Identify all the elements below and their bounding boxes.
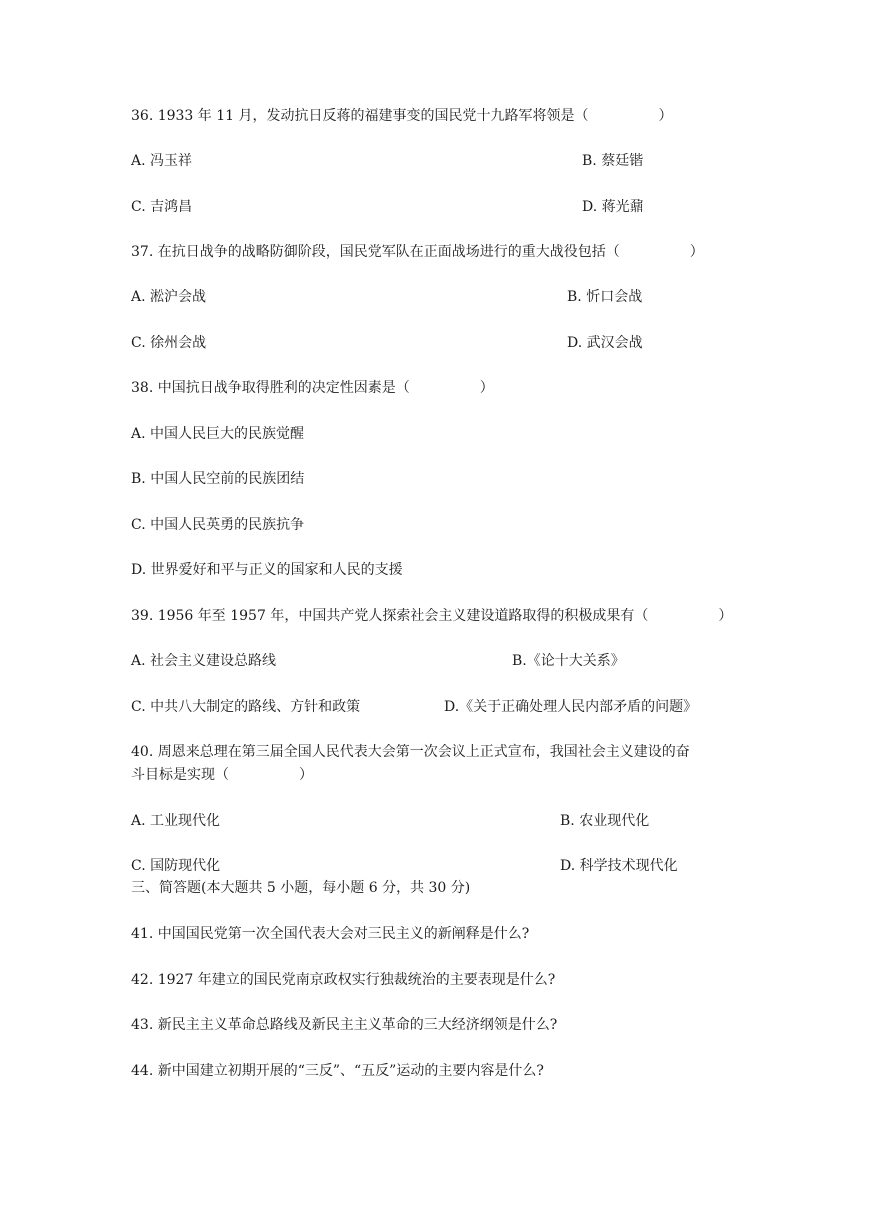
q44: 44. 新中国建立初期开展的“三反”、“五反”运动的主要内容是什么? xyxy=(131,1063,544,1079)
q36-option-c: C. 吉鸿昌 xyxy=(131,199,193,215)
q36-option-d: D. 蒋光鼐 xyxy=(582,199,644,215)
q38-option-a: A. 中国人民巨大的民族觉醒 xyxy=(131,426,305,442)
q36-option-b: B. 蔡廷锴 xyxy=(582,153,644,169)
q36-option-a: A. 冯玉祥 xyxy=(131,153,193,169)
q40-option-b: B. 农业现代化 xyxy=(560,813,650,829)
q40-option-d: D. 科学技术现代化 xyxy=(560,858,678,874)
section3-heading: 三、简答题(本大题共 5 小题，每小题 6 分，共 30 分) xyxy=(131,880,471,896)
q41: 41. 中国国民党第一次全国代表大会对三民主义的新阐释是什么? xyxy=(131,926,530,942)
q39-option-a: A. 社会主义建设总路线 xyxy=(131,653,277,669)
q40-option-a: A. 工业现代化 xyxy=(131,813,221,829)
q40-stem-line2: 斗目标是实现（ ） xyxy=(131,767,313,783)
q37-option-c: C. 徐州会战 xyxy=(131,335,207,351)
q38-option-b: B. 中国人民空前的民族团结 xyxy=(131,471,305,487)
q37-option-d: D. 武汉会战 xyxy=(567,335,643,351)
q43: 43. 新民主主义革命总路线及新民主主义革命的三大经济纲领是什么? xyxy=(131,1017,558,1033)
q38-option-c: C. 中国人民英勇的民族抗争 xyxy=(131,517,305,533)
q38-stem: 38. 中国抗日战争取得胜利的决定性因素是（ ） xyxy=(131,380,494,396)
q36-stem: 36. 1933 年 11 月，发动抗日反蒋的福建事变的国民党十九路军将领是（ ） xyxy=(131,108,673,124)
q42: 42. 1927 年建立的国民党南京政权实行独裁统治的主要表现是什么? xyxy=(131,972,556,988)
q37-stem: 37. 在抗日战争的战略防御阶段，国民党军队在正面战场进行的重大战役包括（ ） xyxy=(131,244,704,260)
q39-stem: 39. 1956 年至 1957 年，中国共产党人探索社会主义建设道路取得的积极成果有（ ） xyxy=(131,608,733,624)
q39-option-c: C. 中共八大制定的路线、方针和政策 xyxy=(131,699,361,715)
q37-option-b: B. 忻口会战 xyxy=(567,289,643,305)
q40-option-c: C. 国防现代化 xyxy=(131,858,221,874)
q37-option-a: A. 淞沪会战 xyxy=(131,289,207,305)
q38-option-d: D. 世界爱好和平与正义的国家和人民的支援 xyxy=(131,562,403,578)
q40-stem-line1: 40. 周恩来总理在第三届全国人民代表大会第一次会议上正式宣布，我国社会主义建设的奋 xyxy=(131,744,690,760)
q39-option-b: B.《论十大关系》 xyxy=(512,653,625,669)
q39-option-d: D.《关于正确处理人民内部矛盾的问题》 xyxy=(444,699,698,715)
